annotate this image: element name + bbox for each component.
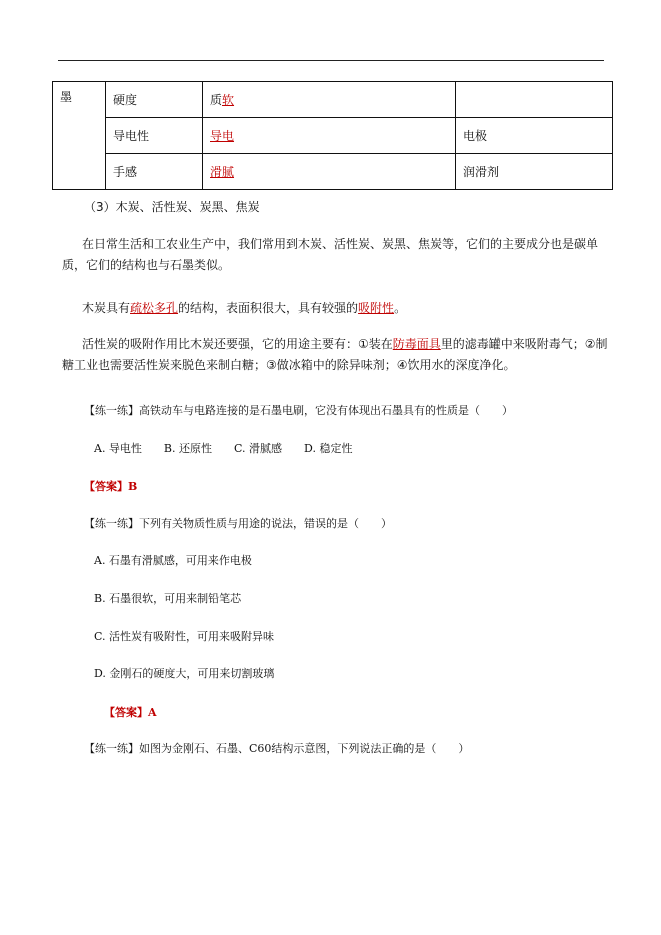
exercise-3-question: 【练一练】如图为金刚石、石墨、C60结构示意图，下列说法正确的是（ ） [84, 742, 470, 755]
use-cell [456, 82, 613, 118]
exercise-2-question: 【练一练】下列有关物质性质与用途的说法，错误的是（ ） [84, 517, 392, 530]
exercise-1-question: 【练一练】高铁动车与电路连接的是石墨电刷，它没有体现出石墨具有的性质是（ ） [84, 404, 513, 417]
exercise-2-option-a: A. 石墨有滑腻感，可用来作电极 [94, 554, 252, 567]
exercise-1-options: A. 导电性 B. 还原性 C. 滑腻感 D. 稳定性 [94, 442, 353, 455]
use-cell: 润滑剂 [456, 154, 613, 190]
paragraph-activated-carbon: 活性炭的吸附作用比木炭还要强，它的用途主要有：①装在防毒面具里的滤毒罐中来吸附毒气；②制糖工业也需要活性炭来脱色来制白糖；③做冰箱中的除异味剂；④饮用水的深度净化。 [62, 337, 608, 372]
graphite-properties-table [52, 81, 613, 190]
description-cell: 导电 [203, 118, 456, 154]
table-row [53, 82, 613, 118]
property-cell: 硬度 [106, 82, 203, 118]
paragraph-charcoal-structure: 木炭具有疏松多孔的结构，表面积很大，具有较强的吸附性。 [82, 301, 407, 315]
header-rule [58, 60, 604, 61]
section-title: （3）木炭、活性炭、炭黑、焦炭 [84, 200, 260, 214]
exercise-2-option-c: C. 活性炭有吸附性，可用来吸附异味 [94, 630, 275, 643]
property-cell: 导电性 [106, 118, 203, 154]
property-cell: 手感 [106, 154, 203, 190]
exercise-1-answer: 【答案】B [84, 480, 138, 493]
description-cell: 滑腻 [203, 154, 456, 190]
description-cell: 质软 [203, 82, 456, 118]
use-cell: 电极 [456, 118, 613, 154]
exercise-2-option-d: D. 金刚石的硬度大，可用来切割玻璃 [94, 667, 275, 680]
exercise-2-answer: 【答案】A [104, 706, 157, 719]
paragraph-charcoal-intro: 在日常生活和工农业生产中，我们常用到木炭、活性炭、炭黑、焦炭等，它们的主要成分也是碳单质，它们的结构也与石墨类似。 [62, 237, 599, 272]
table-row [53, 154, 613, 190]
material-cell: 墨 [53, 82, 106, 190]
table-row [53, 118, 613, 154]
exercise-2-option-b: B. 石墨很软，可用来制铅笔芯 [94, 592, 242, 605]
